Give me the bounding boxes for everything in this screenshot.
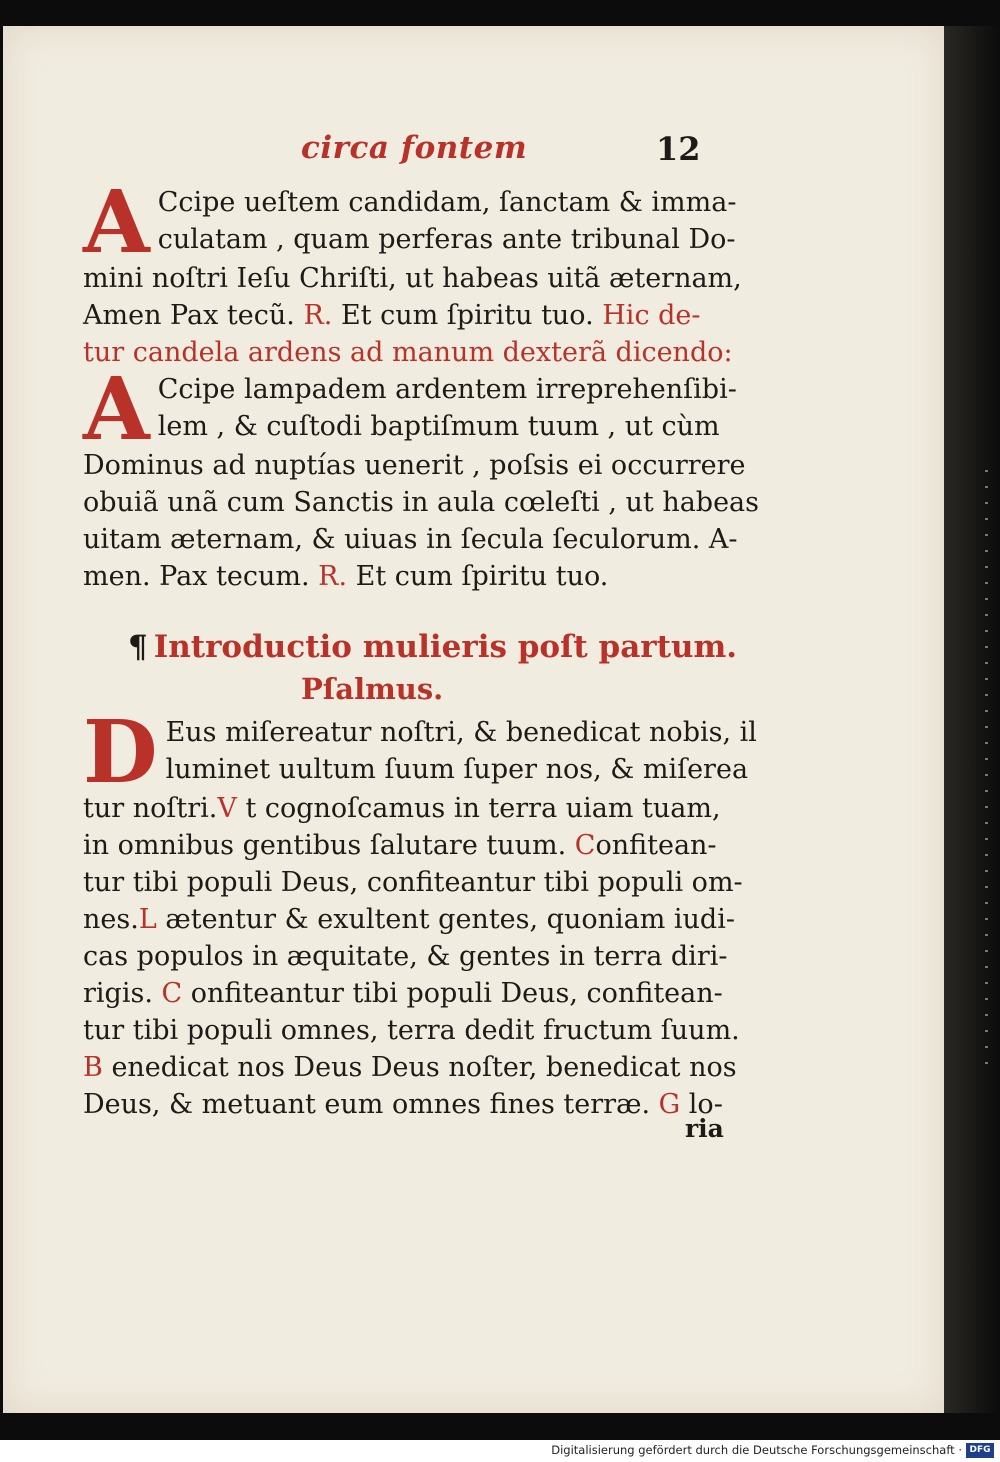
text-line: luminet uultum ſuum ſuper nos, & miſerea xyxy=(165,754,749,785)
pilcrow-icon: ¶ xyxy=(128,629,148,665)
drop-initial: D xyxy=(83,702,158,803)
text-line: lem , & cuſtodi baptiſmum tuum , ut cùm xyxy=(157,411,720,442)
response-text: Et cum ſpiritu tuo. xyxy=(355,561,609,592)
paragraph-accipe-lampadem xyxy=(83,359,760,595)
rubric-text: Hic de- xyxy=(602,300,701,331)
text-line xyxy=(83,827,723,864)
text-segment: onfiteantur tibi populi Deus, confitean- xyxy=(190,978,723,1009)
response-mark: R. xyxy=(303,300,333,331)
text-segment: lo- xyxy=(688,1089,723,1120)
text-segment: nes. xyxy=(83,904,139,935)
red-capital: C xyxy=(161,978,183,1009)
book-gutter xyxy=(944,26,1000,1413)
text-line: tur tibi populi Deus, confiteantur tibi populi om- xyxy=(83,867,743,898)
digitization-footer xyxy=(0,1440,1000,1462)
text-line: Ccipe ueſtem candidam, ſanctam & imma- xyxy=(157,187,737,218)
running-head: circa fontem xyxy=(301,130,528,166)
section-title: Introductio mulieris poſt partum. xyxy=(153,629,738,665)
rubric-line: tur candela ardens ad manum dexterã dicendo: xyxy=(83,337,733,368)
text-line: Dominus ad nuptías uenerit , poſsis ei occurrere xyxy=(83,450,746,481)
red-capital: L xyxy=(138,904,157,935)
text-line: Eus miſereatur noſtri, & benedicat nobis, il xyxy=(165,717,757,748)
page-header xyxy=(3,130,945,176)
response-mark: R. xyxy=(318,561,348,592)
paragraph-deus-misereatur xyxy=(83,702,757,1123)
text-line xyxy=(83,790,723,827)
text-line xyxy=(83,1049,737,1086)
response-text: Et cum ſpiritu tuo. xyxy=(340,300,594,331)
text-line: uitam æternam, & uiuas in ſecula ſeculorum. A- xyxy=(83,524,738,555)
text-segment: men. Pax tecum. xyxy=(83,561,310,592)
text-segment: Deus, & metuant eum omnes fines terræ. xyxy=(83,1089,651,1120)
text-line xyxy=(83,1086,723,1123)
text-line: culatam , quam perferas ante tribunal Do- xyxy=(157,224,736,255)
red-capital: C xyxy=(574,830,596,861)
psalm-label: Pſalmus. xyxy=(301,672,444,706)
text-line: mini noſtri Ieſu Chriſti, ut habeas uitã æternam, xyxy=(83,263,742,294)
book-page xyxy=(3,26,945,1413)
text-line xyxy=(83,297,723,334)
text-segment: tur noſtri. xyxy=(83,793,218,824)
text-segment: enedicat nos Deus Deus noſter, benedicat nos xyxy=(111,1052,737,1083)
drop-initial: A xyxy=(83,359,150,460)
text-line xyxy=(83,558,723,595)
text-segment: rigis. xyxy=(83,978,153,1009)
footer-credit: Digitalisierung gefördert durch die Deutsche Forschungsgemeinschaft · xyxy=(551,1443,962,1457)
red-capital: G xyxy=(658,1089,681,1120)
text-line xyxy=(83,901,735,938)
text-segment: ætentur & exultent gentes, quoniam iudi- xyxy=(165,904,735,935)
paragraph-accipe-vestem xyxy=(83,172,742,371)
text-line: Ccipe lampadem ardentem irreprehenſibi- xyxy=(157,374,737,405)
text-segment: t cognoſcamus in terra uiam tuam, xyxy=(245,793,721,824)
text-line: tur tibi populi omnes, terra dedit fructum ſuum. xyxy=(83,1015,740,1046)
red-capital: V xyxy=(217,793,237,824)
text-line xyxy=(83,975,723,1012)
red-capital: B xyxy=(83,1052,103,1083)
text-segment: Amen Pax tecũ. xyxy=(83,300,295,331)
binding-holes xyxy=(985,470,988,1070)
text-line: obuiã unã cum Sanctis in aula cœleſti , ut habeas xyxy=(83,487,760,518)
dfg-logo-icon: DFG xyxy=(966,1443,994,1458)
folio-number: 12 xyxy=(656,130,701,168)
text-line: cas populos in æquitate, & gentes in terra diri- xyxy=(83,941,728,972)
text-segment: onfitean- xyxy=(595,830,717,861)
drop-initial: A xyxy=(83,172,150,273)
text-segment: in omnibus gentibus ſalutare tuum. xyxy=(83,830,567,861)
catchword: ria xyxy=(685,1114,724,1143)
section-heading xyxy=(128,629,737,665)
